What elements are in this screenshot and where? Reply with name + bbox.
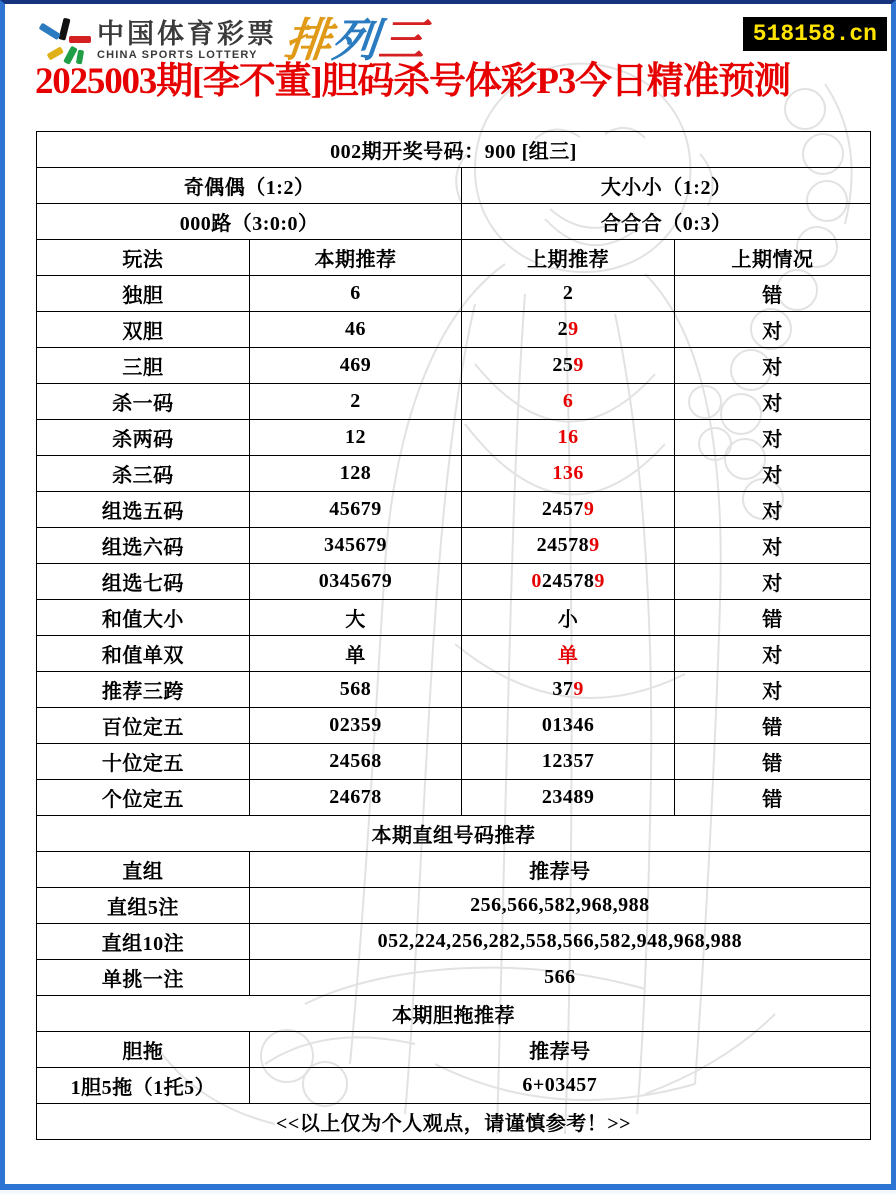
odd-even-cell: 奇偶偶（1:2） [37,168,462,204]
previous-result-cell: 错 [674,708,870,744]
zhizu-value-cell: 256,566,582,968,988 [249,888,870,924]
previous-recommend-cell [462,384,675,420]
page-title: 2025003期[李不董]胆码杀号体彩P3今日精准预测 [35,61,790,102]
play-type-cell: 组选七码 [37,564,250,600]
play-type-cell: 杀一码 [37,384,250,420]
brand-name-cn: 中国体育彩票 [97,18,277,49]
zhizu-header-value-cell: 推荐号 [249,852,870,888]
column-header-cell: 上期情况 [674,240,870,276]
column-header-cell: 玩法 [37,240,250,276]
previous-result-cell: 对 [674,636,870,672]
current-recommend-cell: 24568 [249,744,462,780]
current-recommend-cell: 24678 [249,780,462,816]
column-header-cell: 本期推荐 [249,240,462,276]
previous-recommend-cell [462,708,675,744]
prediction-row [37,600,871,636]
value-segment: 24578 [536,534,590,556]
prime-composite-cell: 合合合（0:3） [462,204,871,240]
value-segment: 单 [557,645,579,667]
product-logo-char: 列 [329,14,382,66]
play-type-cell: 和值大小 [37,600,250,636]
zhizu-row [37,960,871,996]
column-header-row [37,240,871,276]
play-type-cell: 组选五码 [37,492,250,528]
value-segment: 37 [552,678,574,700]
zhizu-value-cell: 052,224,256,282,558,566,582,948,968,988 [249,924,870,960]
prediction-row [37,348,871,384]
value-segment: 9 [583,498,595,520]
sports-lottery-mark-icon [31,12,93,68]
value-segment: 24578 [541,570,595,592]
prediction-row [37,780,871,816]
product-logo-pailie3 [282,14,429,66]
value-segment: 9 [573,354,584,376]
parity-row [37,168,871,204]
brand-name-en: CHINA SPORTS LOTTERY [97,48,258,61]
previous-result-cell: 错 [674,744,870,780]
previous-result-cell: 对 [674,672,870,708]
prediction-row [37,744,871,780]
open-number-cell: 002期开奖号码：900 [组三] [37,132,871,168]
previous-recommend-cell [462,348,675,384]
zhizu-header-label-cell: 直组 [37,852,250,888]
zhizu-header-row [37,852,871,888]
play-type-cell: 个位定五 [37,780,250,816]
previous-result-cell: 对 [674,348,870,384]
header-logo [31,12,429,68]
prediction-row [37,672,871,708]
current-recommend-cell: 02359 [249,708,462,744]
value-segment: 9 [589,534,600,556]
previous-result-cell: 对 [674,528,870,564]
big-small-cell: 大小小（1:2） [462,168,871,204]
dantuo-header-row [37,1032,871,1068]
previous-recommend-cell [462,528,675,564]
product-logo-char: 排 [282,14,335,66]
previous-result-cell: 错 [674,600,870,636]
play-type-cell: 组选六码 [37,528,250,564]
current-recommend-cell: 469 [249,348,462,384]
previous-result-cell: 错 [674,276,870,312]
dantuo-row [37,1068,871,1104]
product-logo-char: 三 [376,14,429,66]
open-number-row [37,132,871,168]
previous-recommend-cell [462,600,675,636]
previous-result-cell: 对 [674,456,870,492]
dantuo-title-row [37,996,871,1032]
previous-recommend-cell [462,456,675,492]
prediction-row [37,276,871,312]
play-type-cell: 推荐三跨 [37,672,250,708]
play-type-cell: 三胆 [37,348,250,384]
prediction-row [37,420,871,456]
column-header-cell: 上期推荐 [462,240,675,276]
disclaimer-row [37,1104,871,1140]
value-segment: 16 [557,426,579,448]
play-type-cell: 双胆 [37,312,250,348]
value-segment: 2 [562,282,574,304]
prediction-row [37,564,871,600]
previous-recommend-cell [462,744,675,780]
value-segment: 12357 [541,750,595,772]
play-type-cell: 杀两码 [37,420,250,456]
value-segment: 小 [557,609,579,631]
play-type-cell: 杀三码 [37,456,250,492]
previous-result-cell: 对 [674,420,870,456]
previous-recommend-cell [462,564,675,600]
previous-recommend-cell [462,492,675,528]
previous-recommend-cell [462,780,675,816]
current-recommend-cell: 46 [249,312,462,348]
previous-result-cell: 错 [674,780,870,816]
prediction-row [37,528,871,564]
value-segment: 25 [552,354,574,376]
route-row [37,204,871,240]
previous-result-cell: 对 [674,312,870,348]
play-type-cell: 百位定五 [37,708,250,744]
value-segment: 23489 [541,786,595,808]
zhizu-section-title-cell: 本期直组号码推荐 [37,816,871,852]
value-segment: 9 [573,678,584,700]
zhizu-value-cell: 566 [249,960,870,996]
prediction-row [37,492,871,528]
previous-result-cell: 对 [674,384,870,420]
current-recommend-cell: 6 [249,276,462,312]
play-type-cell: 十位定五 [37,744,250,780]
current-recommend-cell: 568 [249,672,462,708]
value-segment: 6 [562,390,574,412]
play-type-cell: 独胆 [37,276,250,312]
current-recommend-cell: 单 [249,636,462,672]
zhizu-label-cell: 单挑一注 [37,960,250,996]
current-recommend-cell: 45679 [249,492,462,528]
site-domain-badge: 518158.cn [743,17,887,51]
current-recommend-cell: 大 [249,600,462,636]
previous-result-cell: 对 [674,492,870,528]
value-segment: 9 [568,318,579,340]
dantuo-value-cell: 6+03457 [249,1068,870,1104]
previous-recommend-cell [462,420,675,456]
previous-recommend-cell [462,636,675,672]
prediction-row [37,636,871,672]
zhizu-label-cell: 直组5注 [37,888,250,924]
current-recommend-cell: 0345679 [249,564,462,600]
current-recommend-cell: 128 [249,456,462,492]
value-segment: 136 [552,462,584,484]
zhizu-row [37,888,871,924]
prediction-table [36,131,871,1140]
previous-recommend-cell [462,312,675,348]
zhizu-title-row [37,816,871,852]
dantuo-header-value-cell: 推荐号 [249,1032,870,1068]
value-segment: 2 [557,318,569,340]
prediction-row [37,312,871,348]
disclaimer-cell: <<以上仅为个人观点，请谨慎参考！>> [37,1104,871,1140]
previous-recommend-cell [462,276,675,312]
value-segment: 01346 [541,714,595,736]
prediction-row [37,384,871,420]
current-recommend-cell: 345679 [249,528,462,564]
dantuo-section-title-cell: 本期胆拖推荐 [37,996,871,1032]
dantuo-label-cell: 1胆5拖（1托5） [37,1068,250,1104]
previous-result-cell: 对 [674,564,870,600]
prediction-row [37,456,871,492]
play-type-cell: 和值单双 [37,636,250,672]
current-recommend-cell: 2 [249,384,462,420]
prediction-row [37,708,871,744]
value-segment: 0 [531,570,542,592]
zhizu-label-cell: 直组10注 [37,924,250,960]
value-segment: 9 [594,570,605,592]
route-012-cell: 000路（3:0:0） [37,204,462,240]
dantuo-header-label-cell: 胆拖 [37,1032,250,1068]
current-recommend-cell: 12 [249,420,462,456]
zhizu-row [37,924,871,960]
value-segment: 2457 [541,498,584,520]
previous-recommend-cell [462,672,675,708]
